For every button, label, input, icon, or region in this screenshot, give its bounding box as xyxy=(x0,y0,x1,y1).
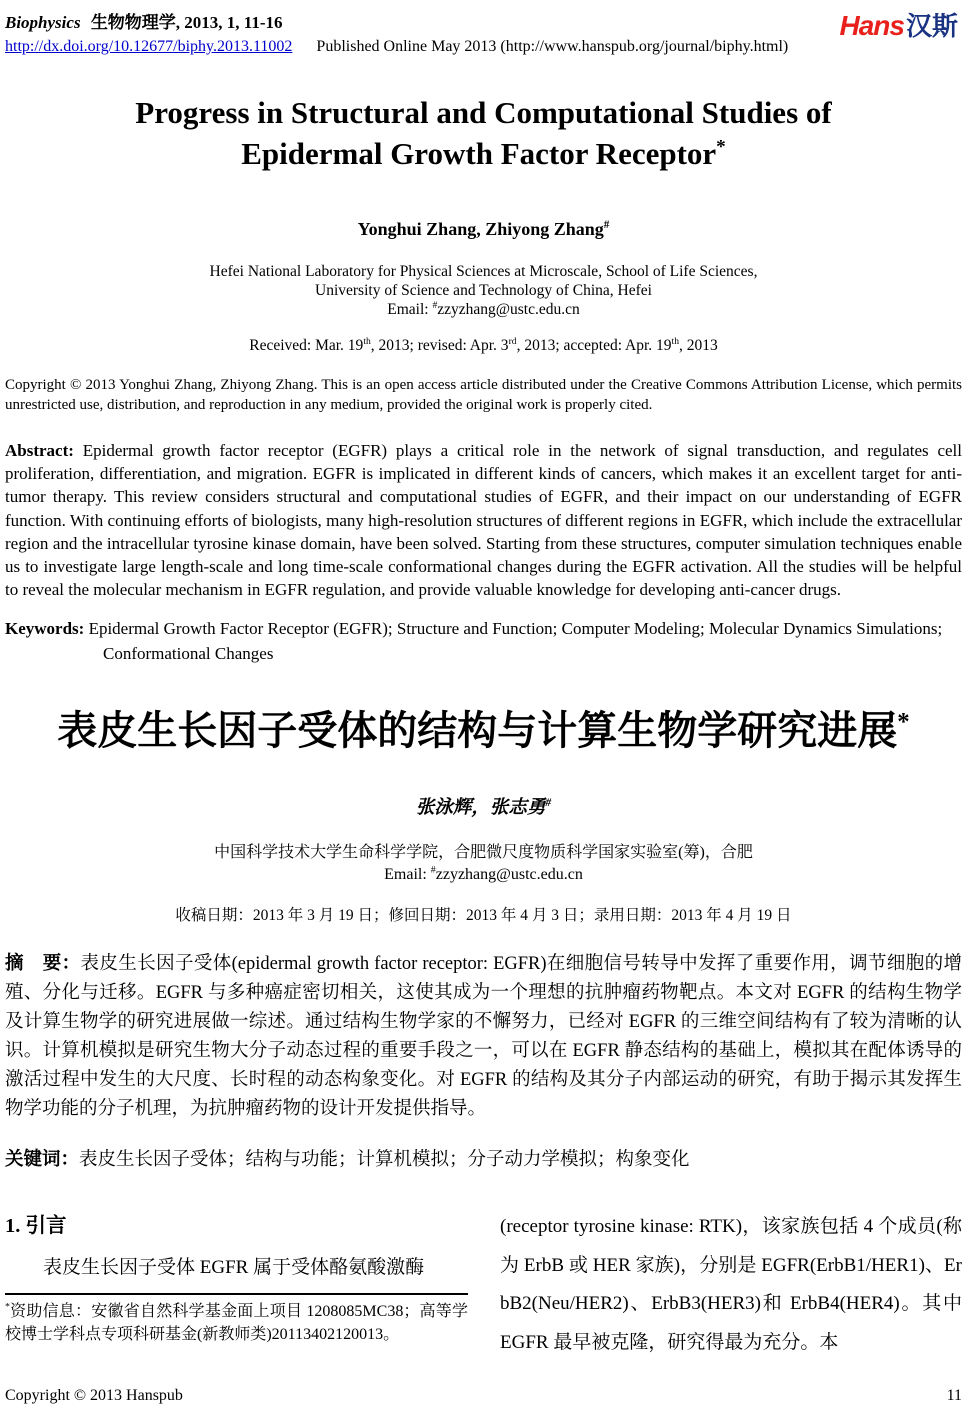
abstract-label-en: Abstract: xyxy=(5,441,74,460)
email-address-en: zzyzhang@ustc.edu.cn xyxy=(437,301,580,318)
abstract-text-zh: 表皮生长因子受体(epidermal growth factor receptor: EGFR)在细胞信号转导中发挥了重要作用，调节细胞的增殖、分化与迁移。EGFR 与多种癌症密切相关，这使其成为一个理想的抗肿瘤药物靶点。本文对 EGFR 的结构生物学及计算生物学的研究进展做一综述。通过结构生物学家的不懈努力，已经对 EGFR 的三维空间结构有了较为清晰的认识。计算机模拟是研究生物大分子动态过程的重要手段之一，可以在 EGFR 静态结构的基础上，模拟其在配体诱导的激活过程中发生的大尺度、长时程的动态构象变化。对 EGFR 的结构及其分子内部运动的研究，有助于揭示其发挥生物学功能的分子机理，为抗肿瘤药物的设计开发提供指导。 xyxy=(5,954,962,1120)
funding-footnote xyxy=(5,1293,468,1346)
corresponding-author-mark-zh: # xyxy=(545,797,552,810)
left-column xyxy=(5,1208,468,1362)
revised-text: , 2013; revised: Apr. 3 xyxy=(370,337,509,354)
abstract-en xyxy=(5,439,962,601)
title-en-line2: Epidermal Growth Factor Receptor xyxy=(241,136,717,171)
journal-line xyxy=(5,8,962,33)
ordinal-sup: th xyxy=(671,335,679,347)
affiliation-zh xyxy=(5,842,962,886)
hans-logo-chinese: 汉斯 xyxy=(905,11,958,41)
dates-zh: 收稿日期：2013 年 3 月 19 日；修回日期：2013 年 4 月 3 日；录用日期：2013 年 4 月 19 日 xyxy=(175,907,792,925)
keywords-label-zh: 关键词： xyxy=(5,1150,80,1171)
title-zh-text: 表皮生长因子受体的结构与计算生物学研究进展 xyxy=(57,708,898,754)
affiliation-en-line1: Hefei National Laboratory for Physical Sciences at Microscale, School of Life Sciences, xyxy=(209,263,758,280)
article-title-zh xyxy=(5,699,962,756)
keywords-zh xyxy=(5,1145,962,1171)
authors-zh xyxy=(5,793,962,819)
footer-copyright: Copyright © 2013 Hanspub xyxy=(5,1387,183,1404)
affiliation-en xyxy=(5,262,962,319)
keywords-label-en: Keywords: xyxy=(5,619,85,639)
two-column-body xyxy=(5,1208,962,1362)
email-label-zh: Email: xyxy=(384,866,431,884)
abstract-label-zh: 摘 要： xyxy=(5,954,81,975)
authors-en xyxy=(5,219,962,240)
right-column xyxy=(500,1208,962,1362)
ordinal-sup: th xyxy=(363,335,371,347)
page-number: 11 xyxy=(946,1387,962,1404)
abstract-zh xyxy=(5,950,962,1124)
intro-paragraph-right: (receptor tyrosine kinase: RTK)，该家族包括 4 个成员(称为 ErbB 或 HER 家族)，分别是 EGFR(ErbB1/HER1)、ErbB2(Neu/HER2)、ErbB3(HER3)和 ErbB4(HER4)。其中 EGFR 最早被克隆，研究得最为充分。本 xyxy=(500,1216,962,1353)
title-en-line1: Progress in Structural and Computational Studies of xyxy=(135,95,832,130)
title-zh-asterisk: * xyxy=(897,709,910,737)
author-names-zh: 张泳辉，张志勇 xyxy=(415,798,546,819)
keywords-text-zh: 表皮生长因子受体；结构与功能；计算机模拟；分子动力学模拟；构象变化 xyxy=(79,1150,690,1171)
affiliation-zh-line1: 中国科学技术大学生命科学学院，合肥微尺度物质科学国家实验室(筹)，合肥 xyxy=(214,844,753,862)
keywords-text-en: Epidermal Growth Factor Receptor (EGFR); Structure and Function; Computer Modeling; Molecular Dynamics Simulations; Conformational Changes xyxy=(84,619,943,663)
author-names-en: Yonghui Zhang, Zhiyong Zhang xyxy=(357,219,604,239)
doi-line xyxy=(5,38,962,56)
journal-header xyxy=(5,8,962,56)
email-label-en: Email: xyxy=(387,301,433,318)
keywords-en xyxy=(5,617,962,666)
received-text: Received: Mar. 19 xyxy=(249,337,364,354)
section-heading-introduction: 1. 引言 xyxy=(5,1215,67,1238)
journal-name: Biophysics xyxy=(5,13,81,32)
email-address-zh: zzyzhang@ustc.edu.cn xyxy=(435,866,583,884)
title-asterisk: * xyxy=(716,136,726,158)
affiliation-en-line2: University of Science and Technology of China, Hefei xyxy=(315,282,652,299)
received-dates-en xyxy=(5,337,962,355)
email-line-zh xyxy=(5,864,962,886)
ordinal-sup: rd xyxy=(508,335,517,347)
doi-link[interactable]: http://dx.doi.org/10.12677/biphy.2013.11002 xyxy=(5,38,293,55)
page-footer xyxy=(5,1387,962,1405)
published-online-text: Published Online May 2013 (http://www.hanspub.org/journal/biphy.html) xyxy=(316,38,789,55)
article-title-en xyxy=(5,92,962,174)
journal-issue-info: 生物物理学, 2013, 1, 11-16 xyxy=(90,13,283,32)
email-sup-en: # xyxy=(432,299,438,311)
footnote-text: 资助信息：安徽省自然科学基金面上项目 1208085MC38；高等学校博士学科点专项科研基金(新教师类)20113402120013。 xyxy=(5,1303,468,1344)
intro-paragraph-left: 表皮生长因子受体 EGFR 属于受体酪氨酸激酶 xyxy=(43,1257,425,1279)
copyright-notice: Copyright © 2013 Yonghui Zhang, Zhiyong Zhang. This is an open access article distributed under the Creative Commons Attribution License, which permits unrestricted use, distribution, and reproduction in any medium, provided the original work is properly cited. xyxy=(5,377,962,413)
email-line-en xyxy=(5,300,962,319)
accepted-text: , 2013; accepted: Apr. 19 xyxy=(516,337,672,354)
email-sup-zh: # xyxy=(430,865,436,877)
hans-logo-latin: Hans xyxy=(839,10,904,41)
hans-publisher-logo xyxy=(840,6,958,43)
corresponding-author-mark: # xyxy=(603,219,610,231)
footnote-asterisk: * xyxy=(5,1302,10,1314)
abstract-text-en: Epidermal growth factor receptor (EGFR) plays a critical role in the network of signal transduction, and regulates cell proliferation, differentiation, and migration. EGFR is implicated in different kinds of cancers, which makes it an excellent target for anti-tumor therapy. This review considers structural and computational studies of EGFR, and their impact on our understanding of EGFR function. With continuing efforts of biologists, many high-resolution structures of different regions in EGFR, which include the extracellular region and the intracellular tyrosine kinase domain, have been solved. Starting from these structures, computer simulation techniques enable us to investigate large length-scale and long time-scale conformational changes during the EGFR activation. All the studies will be helpful to reveal the molecular mechanism in EGFR regulation, and provide valuable knowledge for developing anti-cancer drugs. xyxy=(5,441,962,600)
year-text: , 2013 xyxy=(679,337,718,354)
